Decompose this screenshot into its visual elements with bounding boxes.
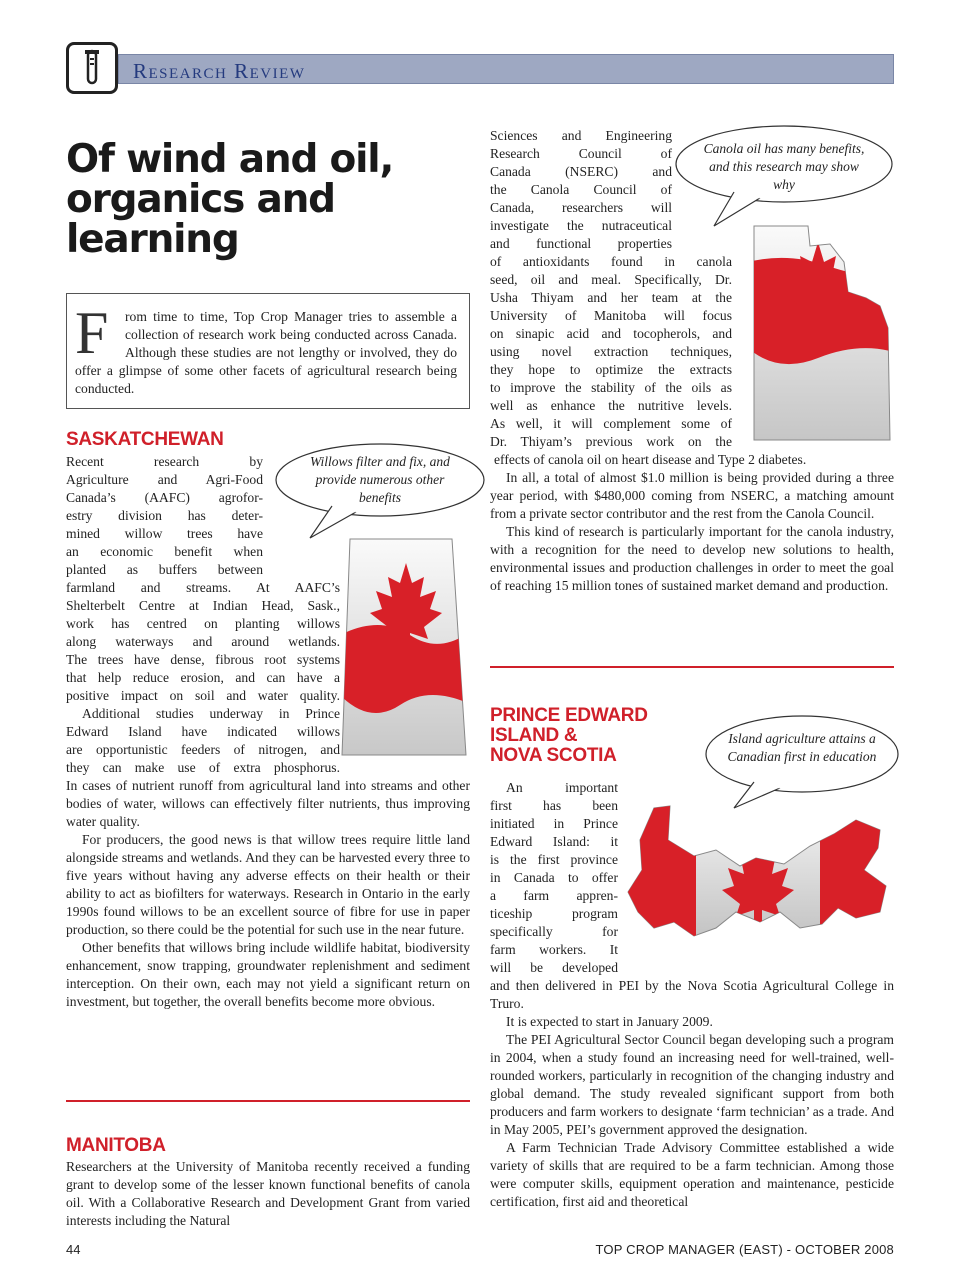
text-line: an economic benefit when [66,544,263,559]
text-line: and functional properties [490,236,672,251]
test-tube-icon [66,42,118,94]
text-line: As well, it will complement some of [490,416,732,431]
text-line: along waterways and around wetlands. [66,634,340,649]
text-line: the Canola Council of [490,182,672,197]
publication-footer: TOP CROP MANAGER (EAST) - OCTOBER 2008 [595,1242,894,1257]
section-title: Research Review [133,59,306,83]
text-line: well as enhance the nutritive levels. [490,398,732,413]
text-line: work has centred on planting willows [66,616,340,631]
text-line: positive impact on soil and water quality. [66,688,340,703]
manitoba-continued-rest: effects of canola oil on heart disease and Type 2 diabetes. [494,452,807,467]
intro-text [75,308,457,398]
pei-p2: It is expected to start in January 2009. [506,1014,713,1029]
heading-pei-nova-scotia [490,706,648,766]
pei-p3: The PEI Agricultural Sector Council began developing such a program in 2004, when a study found an increasing need for well-trained, well-rounded workers, particularly in recognition of the changing industry and global demand. The study revealed significant support from both producers and farm workers to designate ‘farm technician’ as a trade. And in May 2005, PEI’s government approved the designation. [490,1032,894,1137]
saskatchewan-p4: Other benefits that willows bring include wildlife habitat, biodiversity enhancement, snow trapping, groundwater replenishment and sediment interception. On their own, each may not yield a significant return on investment, but together, the overall benefits become more obvious. [66,940,470,1009]
manitoba-flag-map-icon [748,222,894,444]
text-line: Recent research by [66,454,263,469]
text-line: ticeship program [490,906,618,921]
heading-manitoba: MANITOBA [66,1135,166,1156]
heading-line: NOVA SCOTIA [490,745,617,766]
callout-text: Willows filter and fix, and provide numerous other benefits [310,454,450,505]
text-line: is the first province [490,852,618,867]
callout-text: Island agriculture attains a Canadian first in education [727,731,877,764]
text-line: they can make use of extra phosphorus. [66,760,340,775]
callout-text: Canola oil has many benefits, and this research may show why [703,141,865,192]
drop-cap: F [75,300,109,366]
text-line: using novel extraction techniques, [490,344,732,359]
saskatchewan-p3: For producers, the good news is that willow trees require little land alongside streams and wetlands. And they can be harvested every three to five years without having any adverse effects on their health or their ability to act as biofilters for waterways. Research in Ontario in the early 1990s found willows to be an excellent source of fibre for use in paper production, so there could be the potential for such use in the near future. [66,832,470,937]
text-line: Additional studies underway in Prince [82,706,340,721]
text-line: Usha Thiyam and her team at the [490,290,732,305]
text-line: of antioxidants found in canola [490,254,732,269]
manitoba-p1: Researchers at the University of Manitoba recently received a funding grant to develop some of the lesser known functional benefits of canola oil. With a Collaborative Research and Development Grant from varied interests including the Natural [66,1159,470,1228]
text-line: Canada’s (AAFC) agrofor- [66,490,263,505]
text-line: University of Manitoba will focus [490,308,732,323]
article-title: Of wind and oil, organics and learning [66,137,394,262]
text-line: Canada, researchers will [490,200,672,215]
callout-bubble-manitoba [670,120,896,228]
text-line: specifically for [490,924,618,939]
text-line: seed, oil and meal. Specifically, Dr. [490,272,732,287]
text-line: Dr. Thiyam’s previous work on the [490,434,732,449]
section-divider [490,666,894,668]
text-line: estry division has deter- [66,508,263,523]
pei-flag-map-icon [624,800,892,950]
callout-bubble-saskatchewan [270,440,490,540]
intro-box [66,293,470,409]
text-line: they hope to optimize the extracts [490,362,732,377]
saskatchewan-p2-rest: In cases of nutrient runoff from agricultural land into streams and other bodies of water, willows can effectively filter nutrients, thus improving water quality. [66,778,470,829]
text-line: investigate the nutraceutical [490,218,672,233]
text-line: will be developed [490,960,618,975]
heading-line: PRINCE EDWARD [490,705,648,726]
text-line: that help reduce erosion, and can have a [66,670,340,685]
callout-bubble-pei [700,710,904,810]
text-line: Edward Island have indicated willows [66,724,340,739]
text-line: planted as buffers between [66,562,263,577]
text-line: An important [506,780,618,795]
text-line: Agriculture and Agri-Food [66,472,263,487]
page-number: 44 [66,1242,81,1257]
text-line: farmland and streams. At AAFC’s [66,580,340,595]
text-line: Canada (NSERC) and [490,164,672,179]
saskatchewan-flag-map-icon [340,535,472,760]
pei-p4: A Farm Technician Trade Advisory Committee established a wide variety of skills that are required to be a farm technician. Among those were computer skills, equipment operation and maintenance, pesticide certification, first aid and theoretical [490,1140,894,1209]
text-line: Sciences and Engineering [490,128,672,143]
manitoba-p2: In all, a total of almost $1.0 million is being provided during a three year period, with $480,000 coming from NSERC, a matching amount from a private sector contributor and the rest from the Canola Council. [490,470,894,521]
section-header-bar [118,54,894,84]
text-line: The trees have dense, fibrous root systems [66,652,340,667]
text-line: initiated in Prince [490,816,618,831]
pei-p1-rest: and then delivered in PEI by the Nova Scotia Agricultural College in Truro. [490,978,894,1011]
heading-line: ISLAND & [490,725,578,746]
text-line: first has been [490,798,618,813]
manitoba-p3: This kind of research is particularly important for the canola industry, with a recognition for the need to develop new solutions to health, environmental issues and production challenges in order to meet the goal of reaching 15 million tones of sustained market demand and production. [490,524,894,593]
text-line: Edward Island: it [490,834,618,849]
text-line: mined willow trees have [66,526,263,541]
text-line: Shelterbelt Centre at Indian Head, Sask., [66,598,340,613]
text-line: a farm appren- [490,888,618,903]
text-line: are opportunistic feeders of nitrogen, and [66,742,340,757]
text-line: in Canada to offer [490,870,618,885]
text-line: on sinapic acid and tocopherols, and [490,326,732,341]
intro-paragraph: rom time to time, Top Crop Manager tries to assemble a collection of research work being conducted across Canada. Although these studies are not lengthy or involved, they do offer a glimpse of some other facets of agricultural research being conducted. [75,309,457,396]
text-line: farm workers. It [490,942,618,957]
heading-saskatchewan: SASKATCHEWAN [66,429,224,450]
text-line: to improve the stability of the oils as [490,380,732,395]
text-line: Research Council of [490,146,672,161]
section-divider [66,1100,470,1102]
